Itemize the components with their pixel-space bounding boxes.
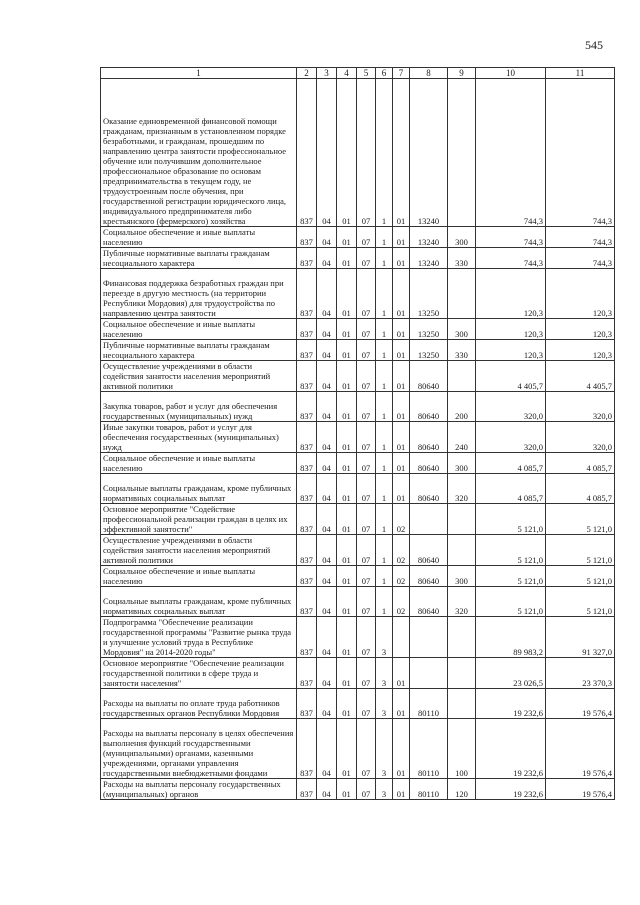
cell-program: 01 [337,269,357,319]
cell-direction: 13250 [410,269,448,319]
cell-subprogram: 07 [357,227,376,248]
cell-subprogram: 07 [357,361,376,392]
cell-expense-type: 320 [448,587,476,617]
cell-subprogram: 07 [357,340,376,361]
cell-section: 04 [317,340,337,361]
cell-amount-2: 5 121,0 [546,566,615,587]
cell-program: 01 [337,79,357,227]
cell-direction: 13240 [410,248,448,269]
cell-amount-1: 5 121,0 [476,566,546,587]
cell-ministry: 837 [297,504,317,535]
cell-amount-2: 744,3 [546,79,615,227]
row-description: Социальное обеспечение и иные выплаты населению [101,566,297,587]
cell-amount-2: 120,3 [546,340,615,361]
cell-section: 04 [317,779,337,800]
cell-program: 01 [337,340,357,361]
cell-expense-type: 300 [448,566,476,587]
cell-program: 01 [337,504,357,535]
cell-code-6: 3 [376,617,393,658]
cell-ministry: 837 [297,535,317,566]
cell-expense-type: 120 [448,779,476,800]
cell-amount-1: 120,3 [476,319,546,340]
cell-section: 04 [317,319,337,340]
cell-code-6: 1 [376,248,393,269]
cell-direction: 80640 [410,535,448,566]
row-description: Социальное обеспечение и иные выплаты населению [101,453,297,474]
cell-subprogram: 07 [357,319,376,340]
cell-code-6: 1 [376,269,393,319]
cell-subprogram: 07 [357,617,376,658]
cell-expense-type: 330 [448,340,476,361]
row-description: Расходы на выплаты персоналу государственных (муниципальных) органов [101,779,297,800]
cell-expense-type [448,658,476,689]
cell-subprogram: 07 [357,248,376,269]
cell-amount-1: 120,3 [476,340,546,361]
cell-amount-2: 19 576,4 [546,779,615,800]
cell-expense-type: 300 [448,319,476,340]
row-description: Расходы на выплаты персоналу в целях обеспечения выполнения функций государственными (муниципальными) органами, казенными учреждениями, органами управления государственными внебюджетными фондами [101,719,297,779]
cell-code-6: 1 [376,361,393,392]
cell-ministry: 837 [297,719,317,779]
cell-section: 04 [317,248,337,269]
cell-program: 01 [337,227,357,248]
table-row [101,340,615,361]
cell-ministry: 837 [297,319,317,340]
header-cell: 4 [337,68,357,79]
cell-amount-2: 4 085,7 [546,474,615,504]
cell-ministry: 837 [297,79,317,227]
cell-direction: 80640 [410,422,448,453]
cell-code-7: 01 [393,689,410,719]
cell-ministry: 837 [297,248,317,269]
cell-direction [410,617,448,658]
cell-program: 01 [337,617,357,658]
header-cell: 7 [393,68,410,79]
cell-section: 04 [317,269,337,319]
table-row [101,453,615,474]
cell-subprogram: 07 [357,658,376,689]
cell-code-7 [393,617,410,658]
table-row [101,79,615,227]
cell-expense-type: 300 [448,453,476,474]
cell-code-6: 1 [376,566,393,587]
cell-amount-2: 91 327,0 [546,617,615,658]
cell-ministry: 837 [297,779,317,800]
cell-direction: 80640 [410,566,448,587]
cell-amount-2: 5 121,0 [546,504,615,535]
cell-program: 01 [337,719,357,779]
header-cell: 3 [317,68,337,79]
cell-section: 04 [317,617,337,658]
cell-code-7: 01 [393,340,410,361]
header-cell: 8 [410,68,448,79]
cell-amount-1: 5 121,0 [476,535,546,566]
cell-program: 01 [337,535,357,566]
cell-code-7: 02 [393,566,410,587]
cell-ministry: 837 [297,474,317,504]
cell-program: 01 [337,587,357,617]
row-description: Социальное обеспечение и иные выплаты населению [101,227,297,248]
table-row [101,658,615,689]
cell-subprogram: 07 [357,453,376,474]
cell-code-7: 02 [393,587,410,617]
cell-ministry: 837 [297,422,317,453]
cell-code-7: 01 [393,719,410,779]
cell-code-7: 02 [393,504,410,535]
table-row [101,566,615,587]
cell-code-7: 01 [393,227,410,248]
cell-code-6: 1 [376,79,393,227]
cell-amount-2: 744,3 [546,248,615,269]
cell-direction: 80640 [410,474,448,504]
cell-expense-type: 330 [448,248,476,269]
cell-amount-2: 5 121,0 [546,587,615,617]
cell-code-7: 01 [393,319,410,340]
cell-amount-1: 744,3 [476,248,546,269]
table-row [101,535,615,566]
cell-amount-1: 744,3 [476,79,546,227]
cell-amount-1: 120,3 [476,269,546,319]
cell-subprogram: 07 [357,269,376,319]
cell-amount-1: 23 026,5 [476,658,546,689]
cell-expense-type [448,79,476,227]
cell-ministry: 837 [297,617,317,658]
cell-amount-1: 19 232,6 [476,779,546,800]
cell-section: 04 [317,79,337,227]
cell-amount-1: 5 121,0 [476,587,546,617]
cell-amount-2: 320,0 [546,392,615,422]
header-cell: 1 [101,68,297,79]
header-cell: 6 [376,68,393,79]
row-description: Публичные нормативные выплаты гражданам несоциального характера [101,340,297,361]
cell-ministry: 837 [297,587,317,617]
header-cell: 11 [546,68,615,79]
cell-amount-1: 89 983,2 [476,617,546,658]
cell-section: 04 [317,392,337,422]
cell-section: 04 [317,504,337,535]
cell-amount-2: 320,0 [546,422,615,453]
cell-subprogram: 07 [357,79,376,227]
cell-code-6: 1 [376,340,393,361]
row-description: Социальное обеспечение и иные выплаты населению [101,319,297,340]
row-description: Иные закупки товаров, работ и услуг для обеспечения государственных (муниципальных) нужд [101,422,297,453]
cell-program: 01 [337,248,357,269]
cell-amount-1: 19 232,6 [476,689,546,719]
cell-subprogram: 07 [357,504,376,535]
cell-code-7: 01 [393,269,410,319]
cell-ministry: 837 [297,227,317,248]
cell-ministry: 837 [297,340,317,361]
cell-code-7: 01 [393,453,410,474]
cell-code-6: 3 [376,658,393,689]
budget-table [100,67,615,800]
cell-amount-2: 120,3 [546,319,615,340]
cell-expense-type [448,361,476,392]
cell-direction: 13240 [410,227,448,248]
cell-ministry: 837 [297,658,317,689]
page-number: 545 [585,38,603,52]
cell-code-7: 01 [393,779,410,800]
cell-direction: 80640 [410,361,448,392]
cell-amount-1: 4 405,7 [476,361,546,392]
cell-code-7: 01 [393,248,410,269]
cell-ministry: 837 [297,361,317,392]
cell-code-6: 1 [376,535,393,566]
table-row [101,227,615,248]
cell-code-6: 3 [376,719,393,779]
header-cell: 2 [297,68,317,79]
cell-direction: 80110 [410,719,448,779]
cell-program: 01 [337,779,357,800]
cell-subprogram: 07 [357,392,376,422]
cell-program: 01 [337,392,357,422]
cell-expense-type [448,617,476,658]
cell-code-6: 1 [376,587,393,617]
row-description: Осуществление учреждениями в области содействия занятости населения мероприятий активной политики [101,535,297,566]
cell-section: 04 [317,587,337,617]
row-description: Закупка товаров, работ и услуг для обеспечения государственных (муниципальных) нужд [101,392,297,422]
row-description: Подпрограмма "Обеспечение реализации государственной программы "Развитие рынка труда и улучшение условий труда в Республике Мордовия" на 2014-2020 годы" [101,617,297,658]
row-description: Основное мероприятие "Обеспечение реализации государственной политики в сфере труда и занятости населения" [101,658,297,689]
cell-code-6: 1 [376,227,393,248]
cell-code-6: 1 [376,453,393,474]
cell-section: 04 [317,453,337,474]
cell-amount-1: 19 232,6 [476,719,546,779]
cell-subprogram: 07 [357,422,376,453]
cell-program: 01 [337,453,357,474]
cell-direction: 80110 [410,779,448,800]
cell-direction: 13240 [410,79,448,227]
cell-section: 04 [317,474,337,504]
cell-amount-2: 120,3 [546,269,615,319]
cell-section: 04 [317,535,337,566]
cell-subprogram: 07 [357,689,376,719]
cell-amount-1: 744,3 [476,227,546,248]
row-description: Основное мероприятие "Содействие профессиональной реализации граждан в целях их эффективной занятости" [101,504,297,535]
table-row [101,392,615,422]
row-description: Осуществление учреждениями в области содействия занятости населения мероприятий активной политики [101,361,297,392]
table-row [101,719,615,779]
cell-code-7: 02 [393,535,410,566]
cell-code-6: 1 [376,474,393,504]
cell-section: 04 [317,422,337,453]
cell-expense-type: 240 [448,422,476,453]
cell-amount-2: 744,3 [546,227,615,248]
cell-code-7: 01 [393,474,410,504]
table-row [101,779,615,800]
row-description: Оказание единовременной финансовой помощи гражданам, признанным в установленном порядке безработными, и гражданам, прошедшим по направлению центра занятости профессиональное обучение или получившим дополнительное профессиональное образование по основам предпринимательства в текущем году, не трудоустроенным после обучения, при государственной регистрации юридического лица, индивидуального предпринимателя либо крестьянского (фермерского) хозяйства [101,79,297,227]
cell-code-6: 1 [376,504,393,535]
table-row [101,587,615,617]
cell-subprogram: 07 [357,566,376,587]
table-header-row [101,68,615,79]
table-row [101,422,615,453]
cell-code-7: 01 [393,658,410,689]
cell-direction: 80640 [410,453,448,474]
cell-amount-2: 19 576,4 [546,689,615,719]
cell-code-6: 1 [376,319,393,340]
cell-program: 01 [337,361,357,392]
cell-direction [410,504,448,535]
cell-ministry: 837 [297,453,317,474]
cell-expense-type: 200 [448,392,476,422]
cell-subprogram: 07 [357,474,376,504]
header-cell: 10 [476,68,546,79]
table-row [101,474,615,504]
cell-expense-type: 300 [448,227,476,248]
cell-code-7: 01 [393,361,410,392]
cell-amount-2: 5 121,0 [546,535,615,566]
table-row [101,319,615,340]
cell-direction: 13250 [410,319,448,340]
cell-section: 04 [317,227,337,248]
header-cell: 9 [448,68,476,79]
header-cell: 5 [357,68,376,79]
cell-direction: 13250 [410,340,448,361]
cell-expense-type [448,504,476,535]
cell-subprogram: 07 [357,779,376,800]
cell-section: 04 [317,658,337,689]
table-row [101,617,615,658]
cell-section: 04 [317,361,337,392]
cell-ministry: 837 [297,689,317,719]
table-row [101,269,615,319]
table-row [101,504,615,535]
row-description: Расходы на выплаты по оплате труда работников государственных органов Республики Мордовия [101,689,297,719]
cell-amount-2: 4 405,7 [546,361,615,392]
cell-program: 01 [337,422,357,453]
cell-code-6: 3 [376,689,393,719]
cell-section: 04 [317,566,337,587]
cell-subprogram: 07 [357,535,376,566]
cell-ministry: 837 [297,392,317,422]
cell-subprogram: 07 [357,587,376,617]
cell-code-6: 3 [376,779,393,800]
cell-program: 01 [337,658,357,689]
cell-amount-1: 320,0 [476,392,546,422]
cell-subprogram: 07 [357,719,376,779]
cell-code-7: 01 [393,392,410,422]
cell-amount-1: 320,0 [476,422,546,453]
cell-expense-type: 320 [448,474,476,504]
cell-program: 01 [337,689,357,719]
cell-direction: 80640 [410,392,448,422]
cell-amount-1: 4 085,7 [476,474,546,504]
cell-program: 01 [337,566,357,587]
row-description: Социальные выплаты гражданам, кроме публичных нормативных социальных выплат [101,474,297,504]
row-description: Финансовая поддержка безработных граждан при переезде в другую местность (на территории Республики Мордовия) для трудоустройства по направлению центра занятости [101,269,297,319]
cell-program: 01 [337,474,357,504]
cell-section: 04 [317,719,337,779]
cell-direction: 80640 [410,587,448,617]
cell-ministry: 837 [297,269,317,319]
cell-amount-1: 5 121,0 [476,504,546,535]
cell-amount-2: 23 370,3 [546,658,615,689]
cell-code-7: 01 [393,79,410,227]
cell-expense-type [448,269,476,319]
row-description: Социальные выплаты гражданам, кроме публичных нормативных социальных выплат [101,587,297,617]
cell-amount-2: 19 576,4 [546,719,615,779]
cell-code-6: 1 [376,392,393,422]
cell-program: 01 [337,319,357,340]
cell-direction: 80110 [410,689,448,719]
cell-ministry: 837 [297,566,317,587]
table-row [101,689,615,719]
cell-expense-type [448,535,476,566]
cell-expense-type [448,689,476,719]
row-description: Публичные нормативные выплаты гражданам несоциального характера [101,248,297,269]
table-row [101,248,615,269]
cell-expense-type: 100 [448,719,476,779]
cell-amount-1: 4 085,7 [476,453,546,474]
cell-code-7: 01 [393,422,410,453]
cell-direction [410,658,448,689]
cell-code-6: 1 [376,422,393,453]
cell-section: 04 [317,689,337,719]
table-row [101,361,615,392]
cell-amount-2: 4 085,7 [546,453,615,474]
